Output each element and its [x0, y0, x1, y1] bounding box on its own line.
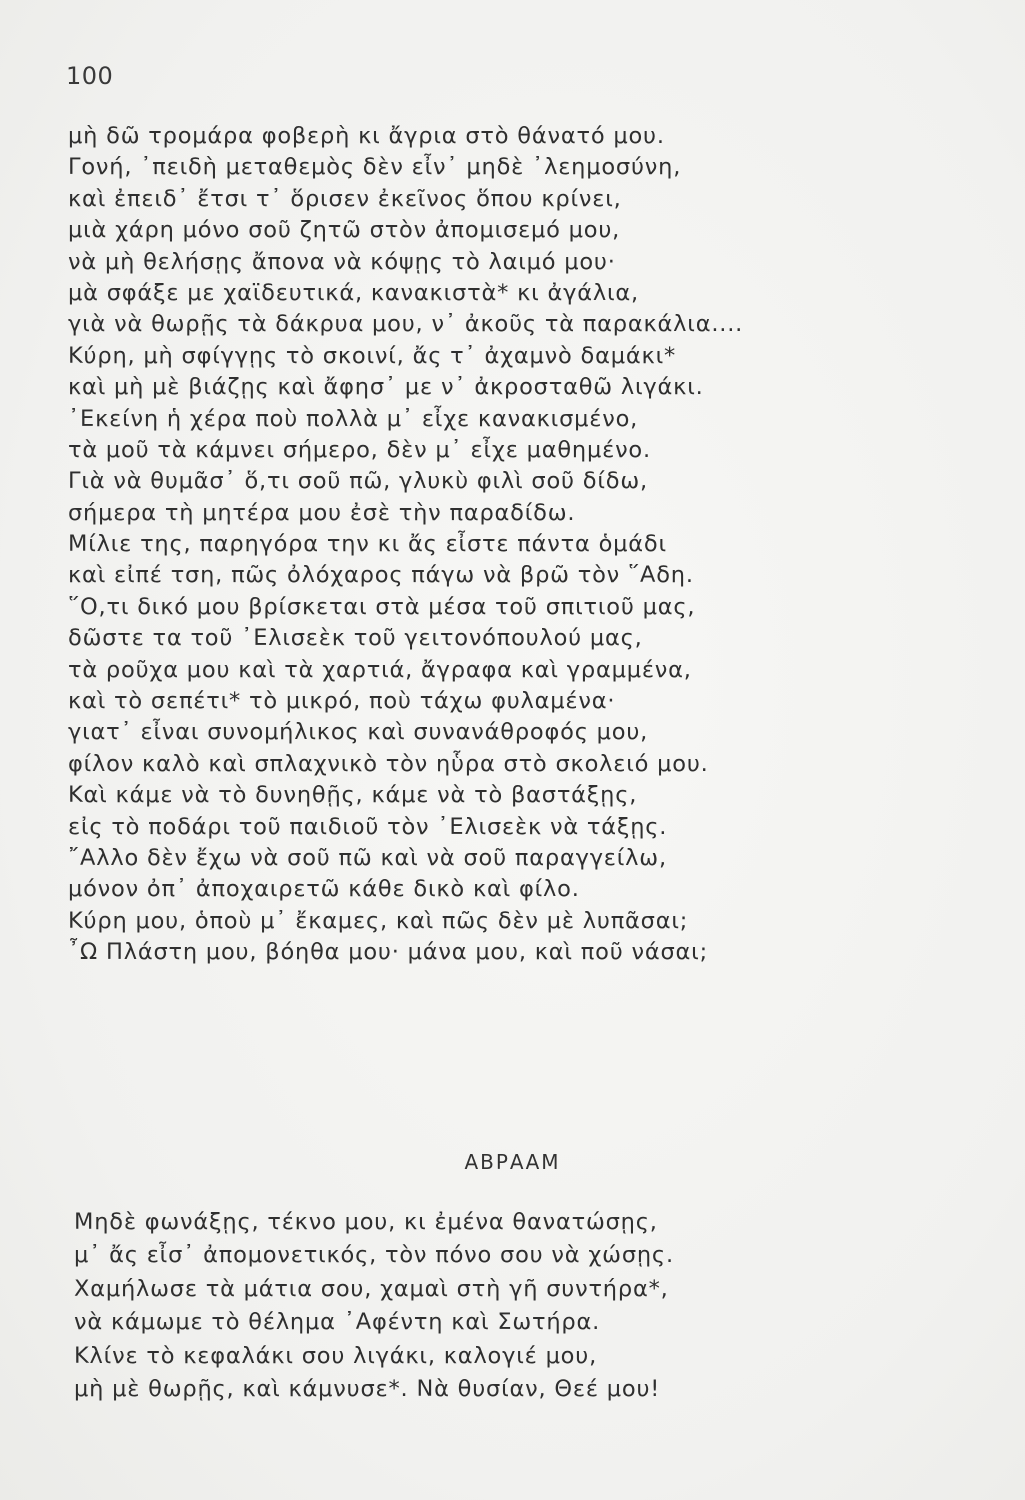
verse-line: ᾿Εκείνη ἡ χέρα ποὺ πολλὰ μ᾿ εἶχε κανακισμένο,: [68, 405, 639, 432]
verse-line: μὰ σφάξε με χαϊδευτικά, κανακιστὰ* κι ἀγάλια,: [68, 279, 639, 306]
verse-line: μὴ δῶ τρομάρα φοβερὴ κι ἄγρια στὸ θάνατό μου.: [68, 123, 665, 149]
verse-line: Γονή, ᾿πειδὴ μεταθεμὸς δὲν εἶν᾿ μηδὲ ᾿λεημοσύνη,: [68, 154, 682, 181]
verse-line: τὰ μοῦ τὰ κάμνει σήμερο, δὲν μ᾿ εἶχε μαθημένο.: [68, 436, 651, 463]
verse-line: σήμερα τὴ μητέρα μου ἐσὲ τὴν παραδίδω.: [68, 499, 576, 526]
verse-line: Κύρη, μὴ σφίγγῃς τὸ σκοινί, ἄς τ᾿ ἀχαμνὸ δαμάκι*: [68, 342, 677, 369]
verse-line: μιὰ χάρη μόνο σοῦ ζητῶ στὸν ἀπομισεμό μου,: [68, 217, 621, 244]
verse-line: μὴ μὲ θωρῇς, καὶ κάμνυσε*. Νὰ θυσίαν, Θεέ μου!: [74, 1375, 661, 1402]
verse-line: μ᾿ ἄς εἶσ᾿ ἀπομονετικός, τὸν πόνο σου νὰ χώσῃς.: [74, 1242, 674, 1269]
verse-line: Γιὰ νὰ θυμᾶσ᾿ ὅ,τι σοῦ πῶ, γλυκὺ φιλὶ σοῦ δίδω,: [68, 468, 648, 495]
speaker-name: ΑΒΡΑΑΜ: [464, 1150, 561, 1174]
verse-line: καὶ μὴ μὲ βιάζῃς καὶ ἄφησ᾿ με ν᾿ ἀκροσταθῶ λιγάκι.: [68, 374, 704, 401]
verse-line: ῞Ο,τι δικό μου βρίσκεται στὰ μέσα τοῦ σπιτιοῦ μας,: [68, 593, 696, 620]
page-number: 100: [66, 62, 114, 90]
verse-line: μόνον ὀπ᾿ ἀποχαιρετῶ κάθε δικὸ καὶ φίλο.: [68, 876, 580, 903]
verse-line: Κύρη μου, ὁποὺ μ᾿ ἔκαμες, καὶ πῶς δὲν μὲ λυπᾶσαι;: [68, 907, 689, 934]
speech-block: [74, 1206, 954, 1406]
verse-line: νὰ μὴ θελήσῃς ἄπονα νὰ κόψῃς τὸ λαιμό μου·: [68, 248, 616, 275]
verse-line: Μηδὲ φωνάξῃς, τέκνο μου, κι ἐμένα θανατώσῃς,: [74, 1209, 658, 1235]
verse-line: Χαμήλωσε τὰ μάτια σου, χαμαὶ στὴ γῆ συντήρα*,: [74, 1275, 669, 1302]
verse-block: [68, 121, 948, 969]
verse-line: γιὰ νὰ θωρῇς τὰ δάκρυα μου, ν᾿ ἀκοῦς τὰ παρακάλια....: [68, 311, 744, 338]
verse-line: νὰ κάμωμε τὸ θέλημα ᾿Αφέντη καὶ Σωτήρα.: [74, 1309, 601, 1336]
verse-line: ῎Αλλο δὲν ἔχω νὰ σοῦ πῶ καὶ νὰ σοῦ παραγγείλω,: [68, 844, 667, 871]
verse-line: Μίλιε της, παρηγόρα την κι ἄς εἶστε πάντα ὁμάδι: [68, 531, 667, 558]
verse-line: Καὶ κάμε νὰ τὸ δυνηθῇς, κάμε νὰ τὸ βαστάξῃς,: [68, 782, 638, 809]
verse-line: ῏Ω Πλάστη μου, βόηθα μου· μάνα μου, καὶ ποῦ νάσαι;: [68, 939, 708, 966]
verse-line: δῶστε τα τοῦ ᾿Ελισεὲκ τοῦ γειτονόπουλού μας,: [68, 625, 643, 652]
verse-line: καὶ ἐπειδ᾿ ἔτσι τ᾿ ὅρισεν ἐκεῖνος ὅπου κρίνει,: [68, 185, 622, 212]
verse-line: τὰ ροῦχα μου καὶ τὰ χαρτιά, ἄγραφα καὶ γραμμένα,: [68, 656, 692, 683]
verse-line: γιατ᾿ εἶναι συνομήλικος καὶ συνανάθροφός μου,: [68, 719, 649, 746]
verse-line: εἰς τὸ ποδάρι τοῦ παιδιοῦ τὸν ᾿Ελισεὲκ νὰ τάξῃς.: [68, 813, 668, 840]
verse-line: καὶ τὸ σεπέτι* τὸ μικρό, ποὺ τάχω φυλαμένα·: [68, 688, 616, 715]
verse-line: καὶ εἰπέ τση, πῶς ὀλόχαρος πάγω νὰ βρῶ τὸν ῞Αδη.: [68, 562, 694, 589]
verse-line: φίλον καλὸ καὶ σπλαχνικὸ τὸν ηὗρα στὸ σκολειό μου.: [68, 750, 709, 777]
verse-line: Κλίνε τὸ κεφαλάκι σου λιγάκι, καλογιέ μου,: [74, 1342, 598, 1369]
